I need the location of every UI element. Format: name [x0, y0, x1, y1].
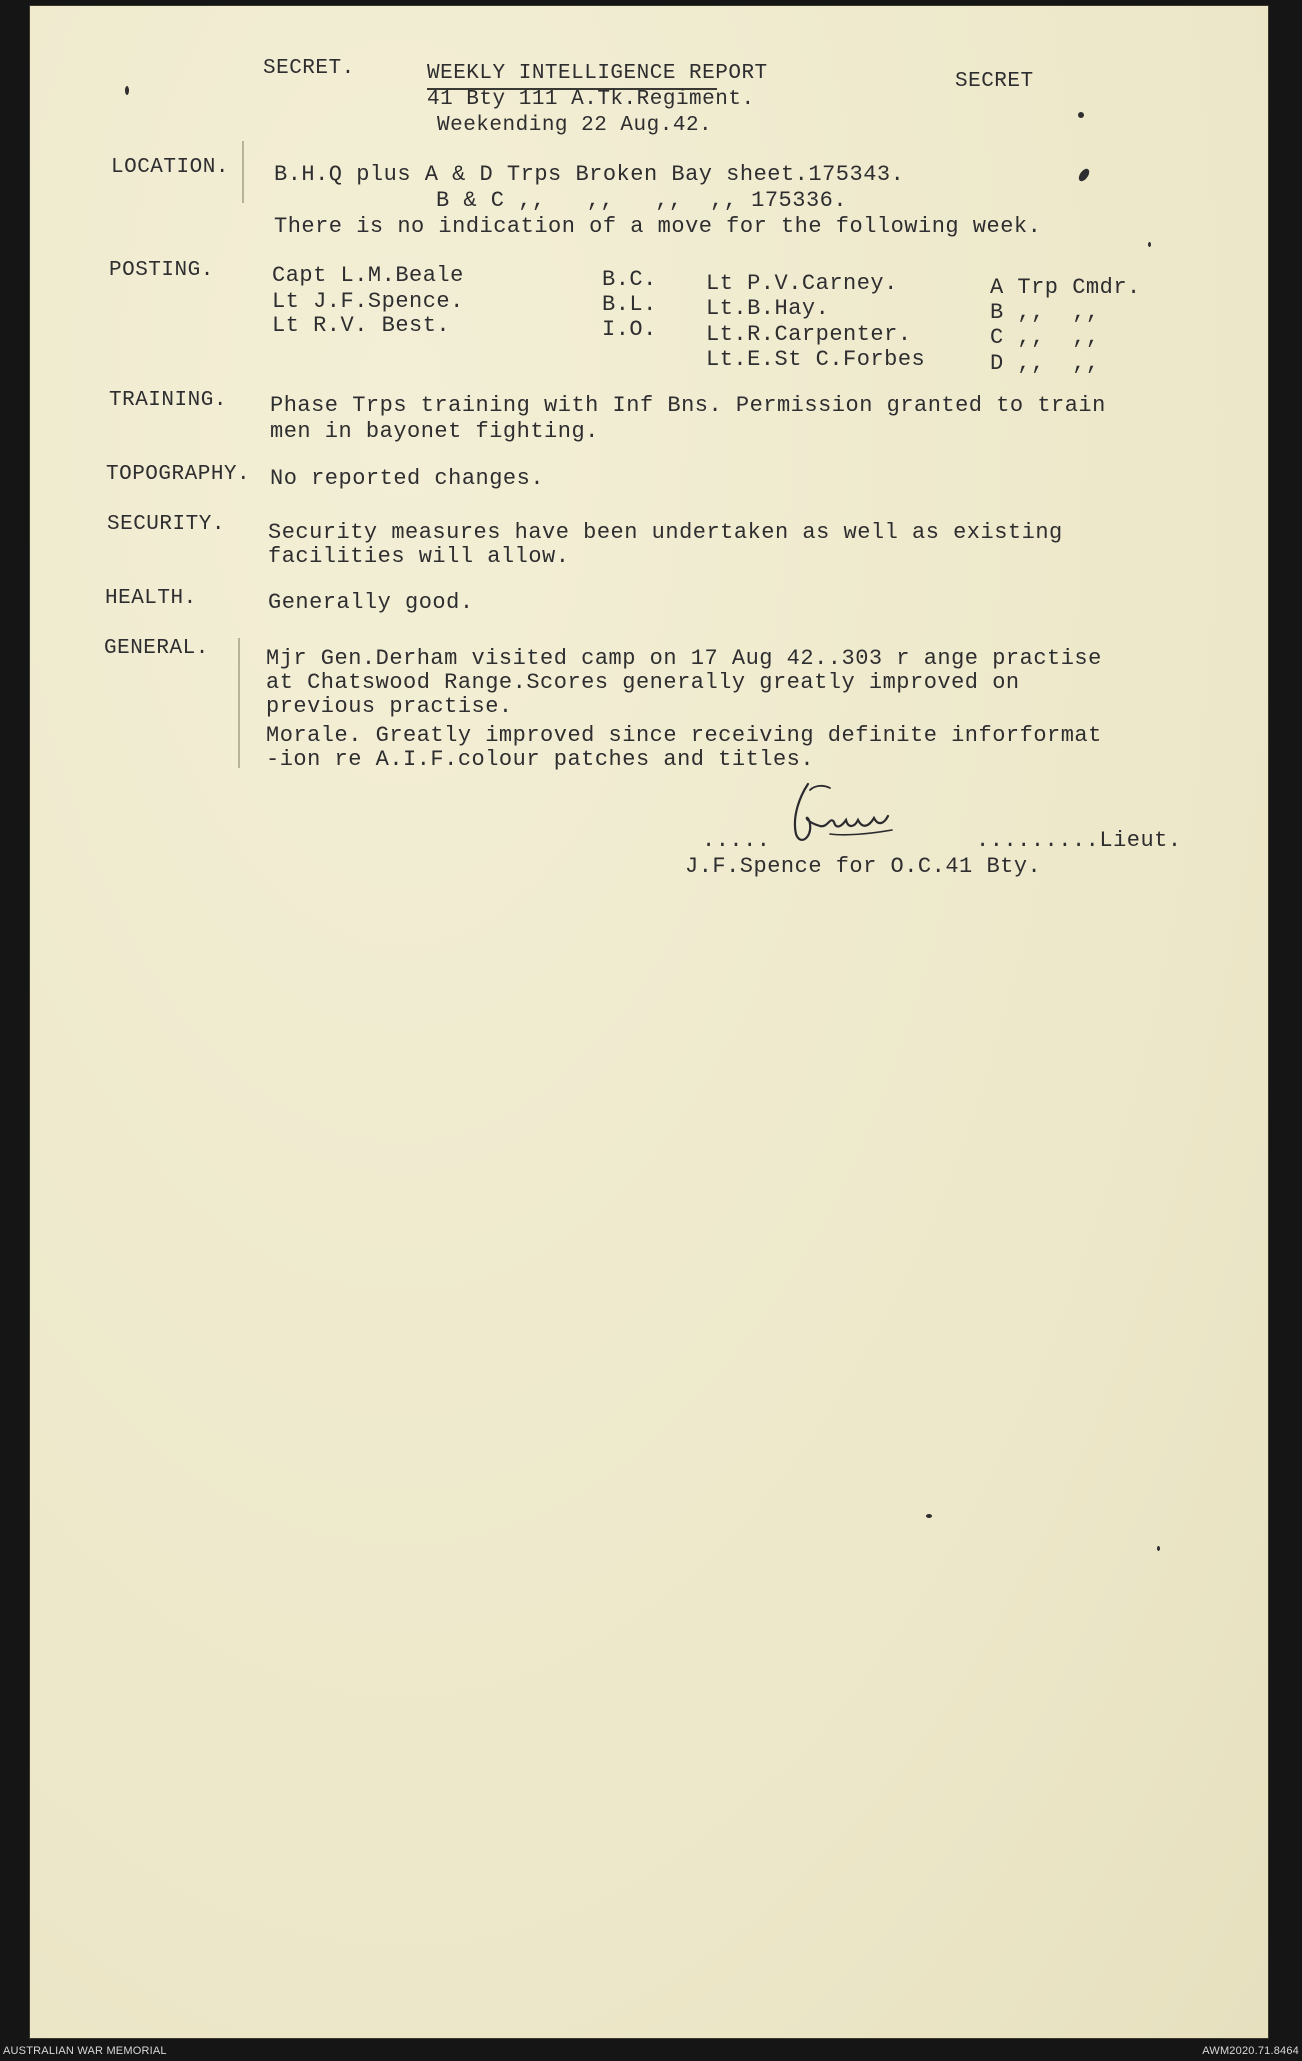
location-label: LOCATION. [111, 156, 229, 179]
topography-text: No reported changes. [270, 466, 545, 491]
margin-mark [242, 141, 244, 203]
training-line-2: men in bayonet fighting. [270, 419, 599, 444]
ink-mark [1157, 1546, 1160, 1551]
signature-dots-line: ..... .........Lieut. [702, 828, 1182, 853]
posting-name: Lt P.V.Carney. [706, 271, 898, 296]
ink-mark [1078, 112, 1084, 118]
general-label: GENERAL. [104, 637, 209, 660]
posting-role: I.O. [602, 317, 657, 342]
security-label: SECURITY. [107, 513, 225, 536]
posting-troop: C ,, ,, [990, 325, 1100, 350]
signature-name-line: J.F.Spence for O.C.41 Bty. [685, 854, 1042, 879]
posting-name: Lt R.V. Best. [272, 313, 451, 338]
location-line-3: There is no indication of a move for the following week. [274, 214, 1042, 239]
report-title: WEEKLY INTELLIGENCE REPORT [427, 62, 768, 85]
health-label: HEALTH. [105, 587, 197, 610]
posting-name: Lt.B.Hay. [706, 296, 830, 321]
punch-mark [125, 86, 129, 95]
footer-archive-label: AUSTRALIAN WAR MEMORIAL [3, 2045, 167, 2057]
secret-left-heading: SECRET. [263, 57, 355, 80]
document-page [30, 6, 1268, 2038]
posting-label: POSTING. [109, 259, 214, 282]
footer-accession-number: AWM2020.71.8464 [1202, 2045, 1299, 2057]
margin-mark [238, 638, 240, 768]
training-line-1: Phase Trps training with Inf Bns. Permission granted to train [270, 393, 1106, 418]
ink-mark [926, 1514, 932, 1518]
ink-mark [1148, 242, 1151, 247]
topography-label: TOPOGRAPHY. [106, 463, 251, 486]
security-line-2: facilities will allow. [268, 544, 570, 569]
week-ending-line: Weekending 22 Aug.42. [437, 114, 713, 137]
training-label: TRAINING. [109, 389, 227, 412]
general-line-1: Mjr Gen.Derham visited camp on 17 Aug 42..303 r ange practise [266, 646, 1102, 671]
security-line-1: Security measures have been undertaken as well as existing [268, 520, 1063, 545]
ink-mark [1077, 167, 1092, 183]
posting-role: B.C. [602, 267, 657, 292]
general-line-2: at Chatswood Range.Scores generally greatly improved on [266, 670, 1020, 695]
general-line-3: previous practise. [266, 694, 513, 719]
location-line-2: B & C ,, ,, ,, ,, 175336. [436, 188, 848, 213]
posting-name: Lt.R.Carpenter. [706, 322, 912, 347]
posting-name: Lt.E.St C.Forbes [706, 347, 926, 372]
location-line-1: B.H.Q plus A & D Trps Broken Bay sheet.175343. [274, 162, 905, 187]
secret-right-heading: SECRET [955, 70, 1034, 93]
posting-name: Capt L.M.Beale [272, 263, 464, 288]
posting-name: Lt J.F.Spence. [272, 289, 464, 314]
health-text: Generally good. [268, 590, 474, 615]
posting-role: B.L. [602, 292, 657, 317]
general-line-4: Morale. Greatly improved since receiving definite inforformat [266, 723, 1102, 748]
handwritten-signature [770, 776, 920, 856]
posting-troop: A Trp Cmdr. [990, 275, 1141, 300]
posting-troop: D ,, ,, [990, 351, 1100, 376]
general-line-5: -ion re A.I.F.colour patches and titles. [266, 747, 815, 772]
unit-line: 41 Bty 111 A.Tk.Regiment. [427, 88, 755, 111]
posting-troop: B ,, ,, [990, 300, 1100, 325]
